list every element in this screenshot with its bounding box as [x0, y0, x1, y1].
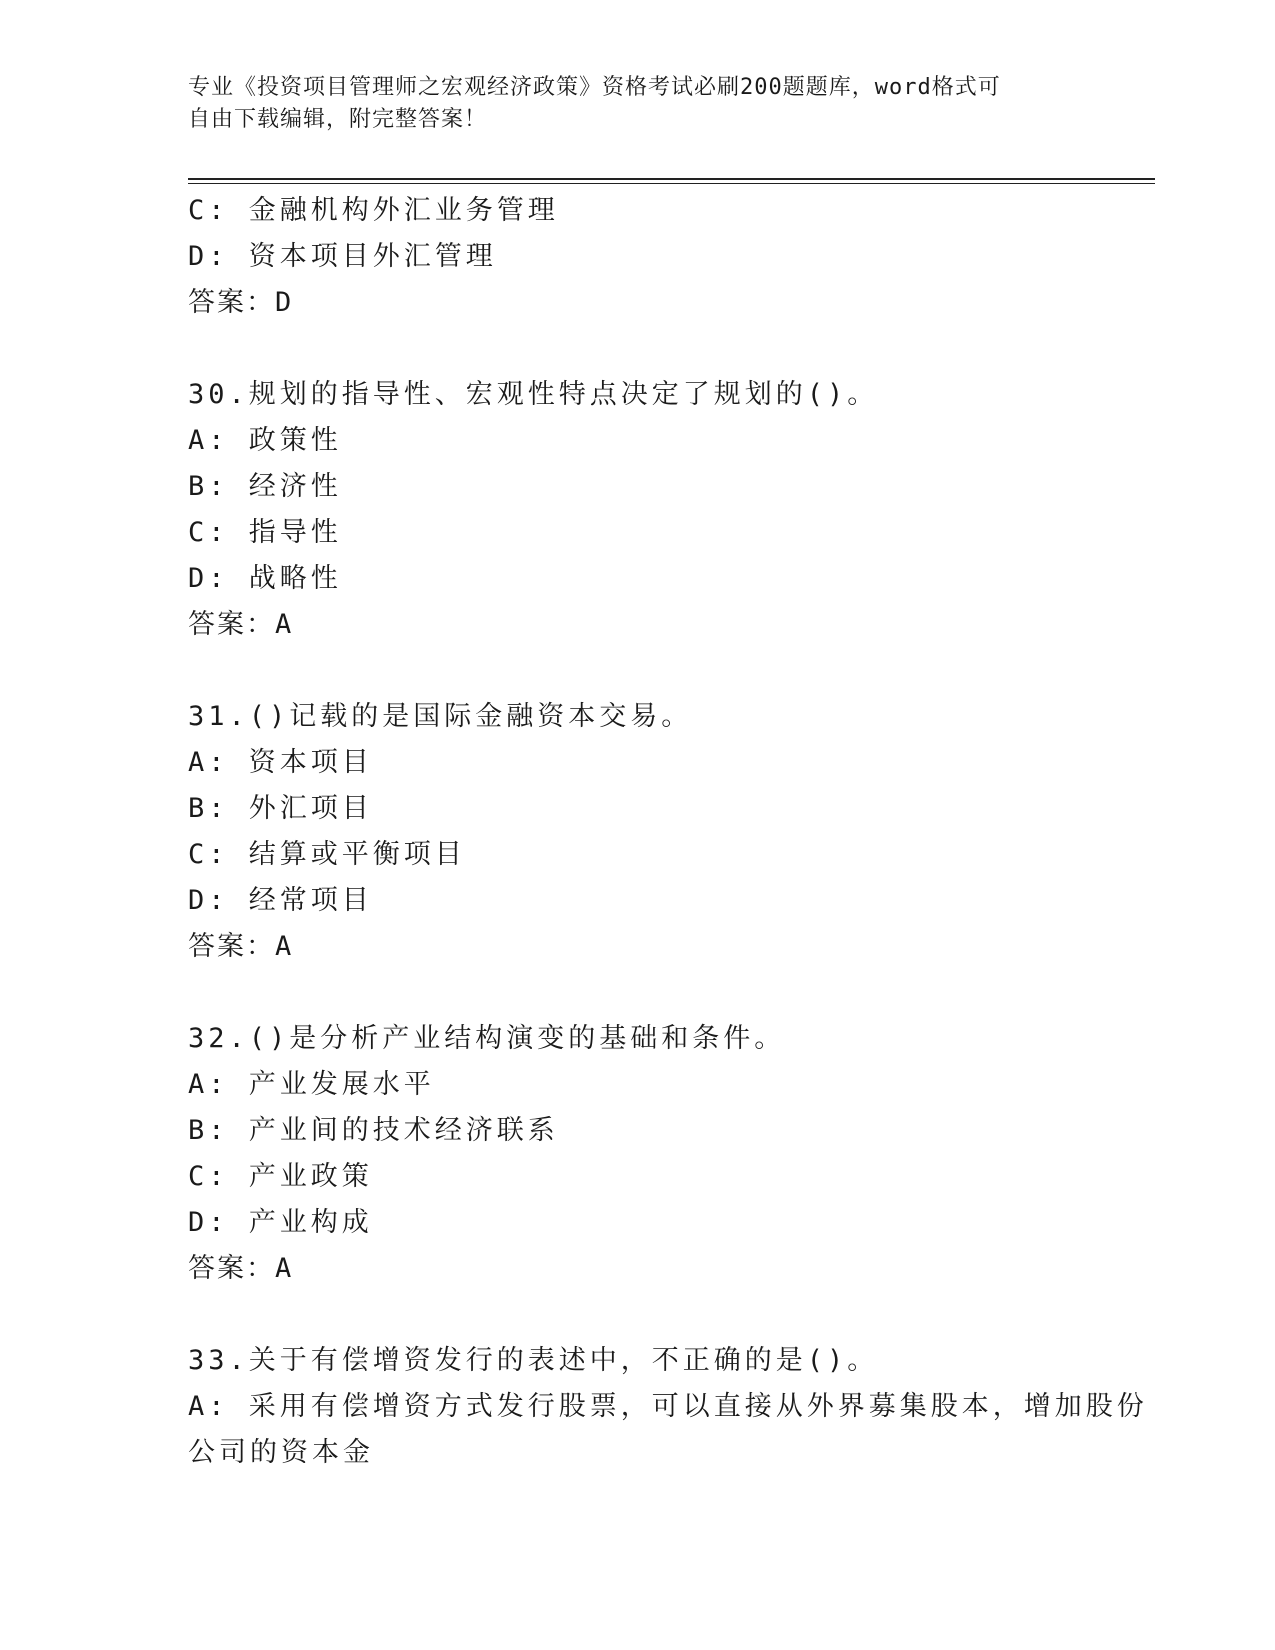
option-b: B: 外汇项目 [188, 793, 373, 824]
option-c: C: 结算或平衡项目 [188, 839, 466, 870]
question-30: 30.规划的指导性、宏观性特点决定了规划的()。 [188, 379, 879, 410]
question-31: 31.()记载的是国际金融资本交易。 [188, 701, 693, 732]
spacer [188, 648, 1088, 694]
option-d: D: 战略性 [188, 563, 342, 594]
option-a: A: 产业发展水平 [188, 1069, 435, 1100]
option-a: A: 采用有偿增资方式发行股票，可以直接从外界募集股本，增加股份 [188, 1391, 1148, 1422]
option-c: C: 产业政策 [188, 1161, 373, 1192]
option-a: A: 政策性 [188, 425, 342, 456]
answer: 答案：A [188, 931, 294, 962]
question-32: 32.()是分析产业结构演变的基础和条件。 [188, 1023, 786, 1054]
header-divider-thin [188, 183, 1155, 184]
option-a: A: 资本项目 [188, 747, 373, 778]
spacer [188, 1292, 1088, 1338]
option-a-continued: 公司的资本金 [188, 1437, 374, 1468]
header-line-1: 专业《投资项目管理师之宏观经济政策》资格考试必刷200题题库，word格式可 [188, 75, 1001, 100]
option-d: D: 经常项目 [188, 885, 373, 916]
question-33: 33.关于有偿增资发行的表述中，不正确的是()。 [188, 1345, 879, 1376]
spacer [188, 326, 1088, 372]
option-c: C: 指导性 [188, 517, 342, 548]
option-b: B: 产业间的技术经济联系 [188, 1115, 559, 1146]
answer: 答案：D [188, 287, 294, 318]
option-b: B: 经济性 [188, 471, 342, 502]
header-divider [188, 178, 1155, 180]
option-d: D: 产业构成 [188, 1207, 373, 1238]
document-header [188, 72, 1068, 136]
option-d: D: 资本项目外汇管理 [188, 241, 497, 272]
spacer [188, 970, 1088, 1016]
option-c: C: 金融机构外汇业务管理 [188, 195, 559, 226]
question-list [188, 188, 1148, 1476]
answer: 答案：A [188, 1253, 294, 1284]
answer: 答案：A [188, 609, 294, 640]
header-line-2: 自由下载编辑，附完整答案！ [188, 107, 488, 132]
